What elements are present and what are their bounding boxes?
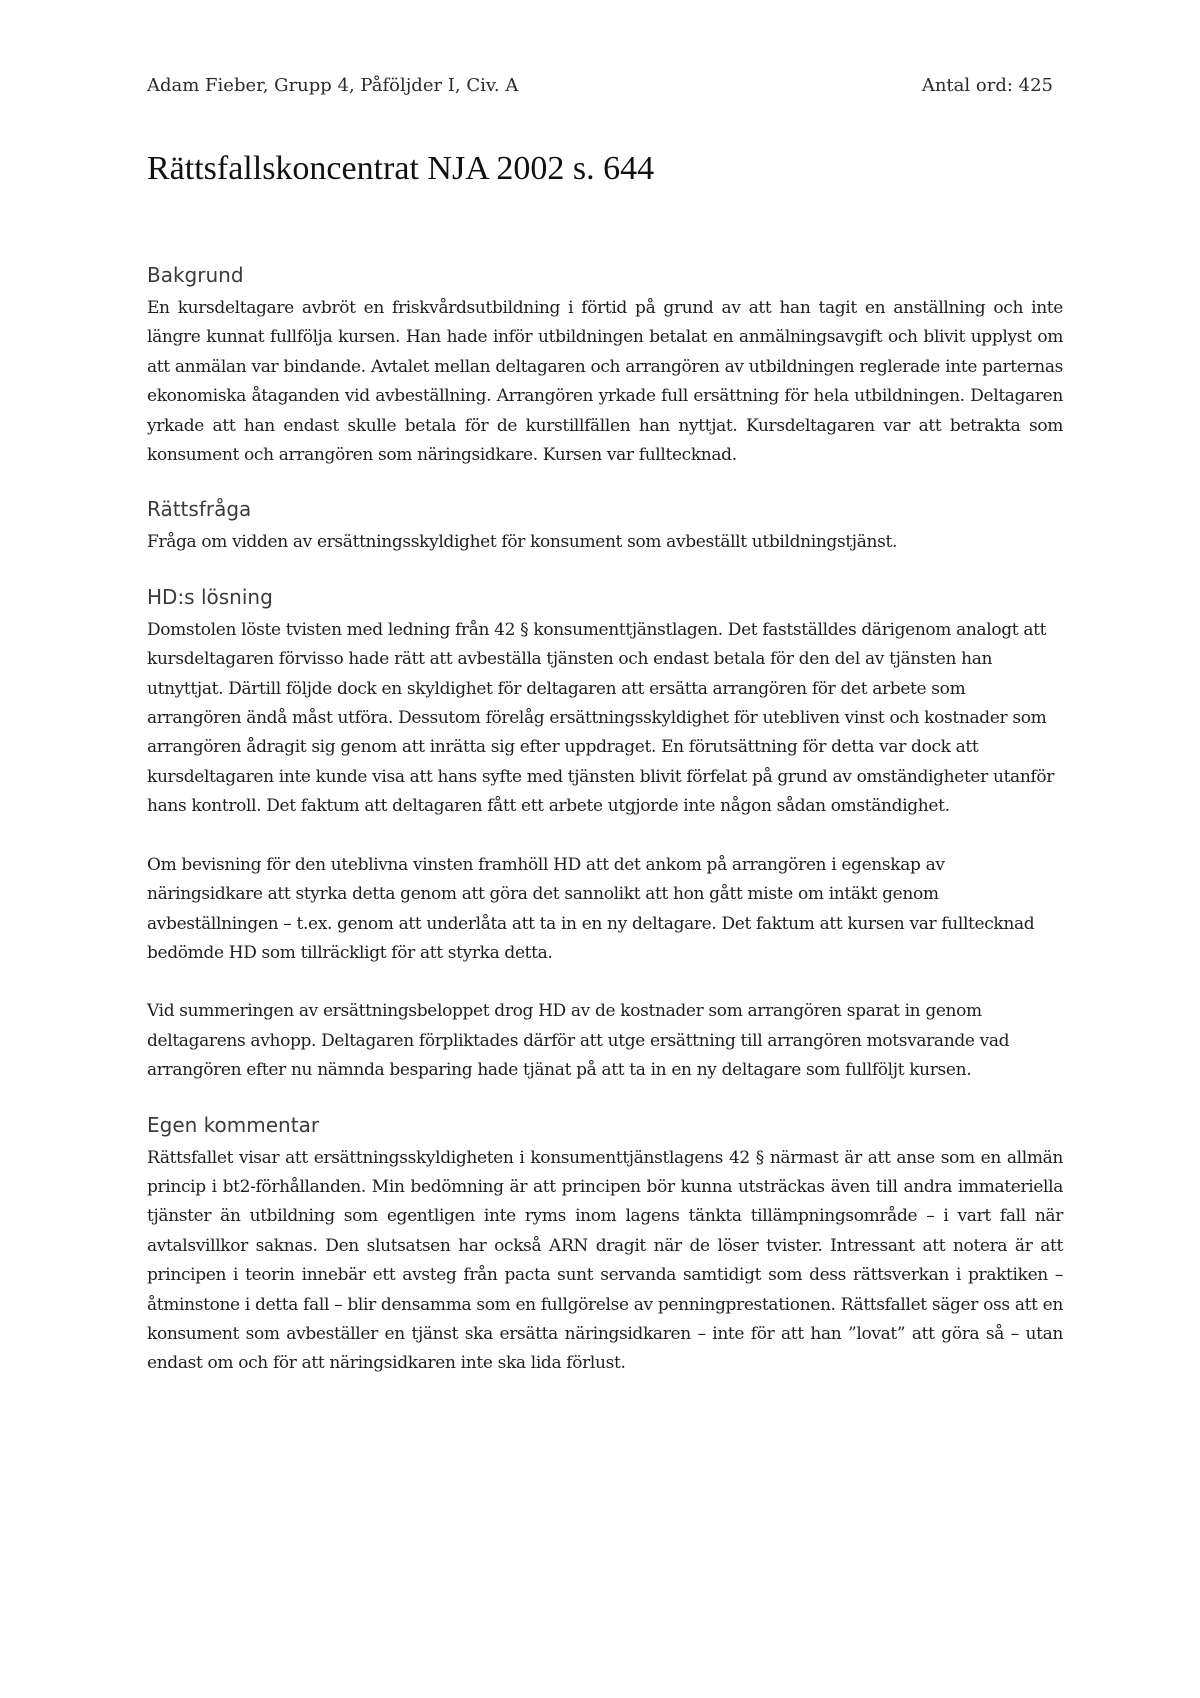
section-hd-losning — [147, 584, 1063, 1086]
section-heading: Bakgrund — [147, 263, 244, 287]
section-paragraph: En kursdeltagare avbröt en friskvårdsutbildning i förtid på grund av att han tagit en anställning och inte längre kunnat fullfölja kursen. Han hade inför utbildningen betalat en anmälningsavgift och blivit upplyst om att anmälan var bindande. Avtalet mellan deltagaren och arrangören av utbildningen reglerade inte parternas ekonomiska åtaganden vid avbeställning. Arrangören yrkade full ersättning för hela utbildningen. Deltagaren yrkade att han endast skulle betala för de kurstillfällen han nyttjat. Kursdeltagaren var att betrakta som konsument och arrangören som näringsidkare. Kursen var fulltecknad. — [147, 298, 1063, 466]
section-rattsfraga — [147, 496, 1063, 557]
author-line: Adam Fieber, Grupp 4, Påföljder I, Civ. A — [147, 75, 519, 96]
section-paragraph: Domstolen löste tvisten med ledning från 42 § konsumenttjänstlagen. Det fastställdes därigenom analogt att kursdeltagaren förvisso hade rätt att avbeställa tjänsten och endast betala för den del av tjänsten han utnyttjat. Därtill följde dock en skyldighet för deltagaren att ersätta arrangören för det arbete som arrangören ändå måst utföra. Dessutom förelåg ersättningsskyldighet för utebliven vinst och kostnader som arrangören ådragit sig genom att inrätta sig efter uppdraget. En förutsättning för detta var dock att kursdeltagaren inte kunde visa att hans syfte med tjänsten blivit förfelat på grund av omständigheter utanför hans kontroll. Det faktum att deltagaren fått ett arbete utgjorde inte någon sådan omständighet. — [147, 619, 1055, 817]
section-paragraph: Fråga om vidden av ersättningsskyldighet för konsument som avbeställt utbildningstjänst. — [147, 532, 898, 553]
word-count: Antal ord: 425 — [921, 75, 1053, 96]
section-paragraph: Rättsfallet visar att ersättningsskyldigheten i konsumenttjänstlagens 42 § närmast är att anse som en allmän princip i bt2-förhållanden. Min bedömning är att principen bör kunna utsträckas även till andra immateriella tjänster än utbildning som egentligen inte ryms inom lagens tänkta tillämpningsområde – i vart fall när avtalsvillkor saknas. Den slutsatsen har också ARN dragit när de löser tvister. Intressant att notera är att principen i teorin innebär ett avsteg från pacta sunt servanda samtidigt som dess rättsverkan i praktiken – åtminstone i detta fall – blir densamma som en fullgörelse av penningprestationen. Rättsfallet säger oss att en konsument som avbeställer en tjänst ska ersätta näringsidkaren – inte för att han ”lovat” att göra så – utan endast om och för att näringsidkaren inte ska lida förlust. — [147, 1147, 1063, 1374]
section-egen-kommentar — [147, 1112, 1063, 1379]
document-title: Rättsfallskoncentrat NJA 2002 s. 644 — [147, 150, 655, 187]
section-paragraph: Vid summeringen av ersättningsbeloppet drog HD av de kostnader som arrangören sparat in genom deltagarens avhopp. Deltagaren förpliktades därför att utge ersättning till arrangören motsvarande vad arrangören efter nu nämnda besparing hade tjänat på att ta in en ny deltagare som fullföljt kursen. — [147, 1001, 1010, 1081]
document-body — [147, 262, 1063, 1405]
section-heading: HD:s lösning — [147, 584, 273, 609]
page-header — [147, 74, 1053, 98]
section-paragraph: Om bevisning för den uteblivna vinsten framhöll HD att det ankom på arrangören i egenskap av näringsidkare att styrka detta genom att göra det sannolikt att hon gått miste om intäkt genom avbeställningen – t.ex. genom att underlåta att ta in en ny deltagare. Det faktum att kursen var fulltecknad bedömde HD som tillräckligt för att styrka detta. — [147, 854, 1035, 963]
section-heading: Egen kommentar — [147, 1112, 320, 1137]
section-heading: Rättsfråga — [147, 497, 252, 522]
section-bakgrund — [147, 262, 1063, 470]
